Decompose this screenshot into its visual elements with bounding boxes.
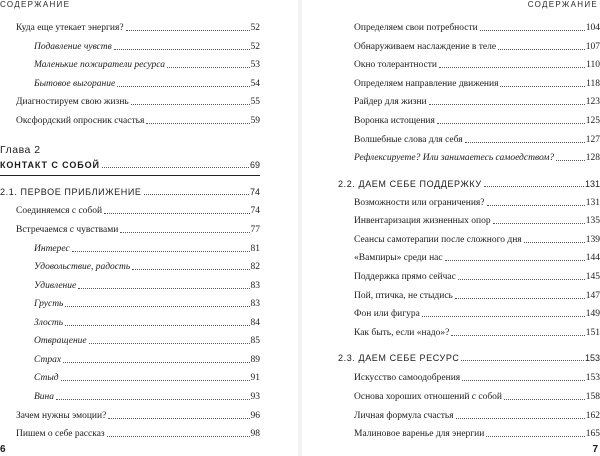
toc-entry-page: 165 [585, 429, 600, 439]
leader-dots [78, 288, 249, 289]
left-page [0, 0, 298, 456]
toc-entry-page: 162 [585, 411, 600, 421]
leader-dots [487, 205, 585, 206]
toc-entry-page: 127 [585, 135, 600, 145]
leader-dots [524, 242, 585, 243]
toc-entry-page: 52 [250, 42, 260, 52]
toc-entry-title: Встречаемся с чувствами [16, 225, 119, 235]
toc-entry-title: Определяем свои потребности [354, 23, 478, 33]
leader-dots [429, 104, 585, 105]
leader-dots [504, 399, 585, 400]
toc-entry-page: 85 [250, 336, 260, 346]
toc-entry [354, 195, 600, 209]
toc-entry-page: 84 [250, 318, 260, 328]
chapter-rule [0, 175, 260, 176]
toc-entry-title: Оксфордский опросник счастья [16, 116, 145, 126]
toc-entry-title: Страх [34, 355, 62, 365]
leader-dots [500, 86, 585, 87]
toc-entry-page: 144 [585, 253, 600, 263]
toc-entry-title: КОНТАКТ С СОБОЙ [0, 160, 100, 170]
toc-entry-page: 98 [250, 429, 260, 439]
leader-dots [89, 343, 250, 344]
toc-entry-title: Пишем о себе рассказ [16, 429, 105, 439]
toc-entry [34, 333, 260, 347]
leader-dots [108, 418, 249, 419]
toc-entry [354, 94, 600, 108]
toc-entry-title: Подавление чувств [34, 42, 112, 52]
toc-entry-title: Сеансы самотерапии после сложного дня [354, 235, 522, 245]
leader-dots [102, 167, 249, 168]
toc-entry-title: Поддержка прямо сейчас [354, 272, 456, 282]
chapter-label: Глава 2 [0, 144, 41, 156]
toc-entry [354, 408, 600, 422]
toc-entry-title: Как быть, если «надо»? [354, 328, 450, 338]
toc-entry [354, 20, 600, 34]
toc-entry [34, 352, 260, 366]
toc-entry-title: 2.3. ДАЕМ СЕБЕ РЕСУРС [338, 353, 460, 363]
leader-dots [107, 436, 250, 437]
leader-dots [484, 186, 584, 187]
toc-section-entry [338, 176, 600, 190]
toc-entry-page: 74 [250, 206, 260, 216]
toc-entry-page: 123 [585, 97, 600, 107]
toc-entry-title: Определяем направление движения [354, 79, 499, 89]
toc-entry [16, 408, 260, 422]
running-head: СОДЕРЖАНИЕ [0, 0, 71, 9]
toc-section-entry [338, 350, 600, 364]
page-number: 6 [0, 444, 6, 455]
toc-entry [354, 250, 600, 264]
toc-entry-page: 77 [250, 225, 260, 235]
toc-entry [354, 113, 600, 127]
toc-entry-title: Волшебные слова для себя [354, 135, 463, 145]
toc-entry-page: 89 [250, 355, 260, 365]
leader-dots [132, 269, 249, 270]
toc-entry-title: Окно толерантности [354, 60, 438, 70]
toc-entry-page: 131 [584, 179, 600, 189]
toc-entry-title: Маленькие пожиратели ресурса [34, 60, 165, 70]
leader-dots [144, 194, 249, 195]
toc-entry-page: 74 [249, 187, 260, 197]
leader-dots [422, 316, 585, 317]
toc-entry-page: 96 [250, 411, 260, 421]
leader-dots [65, 306, 249, 307]
toc-entry-title: 2.1. ПЕРВОЕ ПРИБЛИЖЕНИЕ [0, 187, 142, 197]
toc-entry-title: Зачем нужны эмоции? [16, 411, 107, 421]
toc-entry [354, 325, 600, 339]
toc-entry-page: 91 [250, 373, 260, 383]
toc-entry-title: Малиновое варенье для энергии [354, 429, 485, 439]
toc-entry-page: 149 [585, 309, 600, 319]
toc-entry [16, 426, 260, 440]
toc-section-entry [0, 184, 260, 198]
page-number: 7 [592, 444, 598, 455]
toc-entry-page: 54 [250, 79, 260, 89]
toc-entry-page: 147 [585, 291, 600, 301]
toc-entry-title: Личная формула счастья [354, 411, 454, 421]
leader-dots [498, 49, 585, 50]
toc-entry-page: 93 [250, 392, 260, 402]
toc-entry-page: 135 [585, 216, 600, 226]
toc-entry [34, 57, 260, 71]
toc-entry [354, 288, 600, 302]
toc-entry [34, 241, 260, 255]
leader-dots [493, 223, 585, 224]
toc-entry-page: 81 [250, 244, 260, 254]
toc-entry [354, 232, 600, 246]
toc-entry-page: 153 [585, 373, 600, 383]
toc-entry [16, 222, 260, 236]
leader-dots [480, 30, 585, 31]
toc-entry [16, 20, 260, 34]
toc-entry-title: Бытовое выгорание [34, 79, 116, 89]
toc-entry [354, 269, 600, 283]
leader-dots [114, 49, 250, 50]
toc-entry-title: Возможности или ограничения? [354, 198, 485, 208]
toc-entry-page: 59 [250, 116, 260, 126]
leader-dots [458, 279, 585, 280]
toc-entry [34, 315, 260, 329]
toc-entry-title: Обнаруживаем наслаждение в теле [354, 42, 497, 52]
toc-entry-title: Райдер для жизни [354, 97, 427, 107]
leader-dots [437, 123, 585, 124]
toc-entry [354, 213, 600, 227]
toc-entry-page: 139 [585, 235, 600, 245]
toc-entry-title: Рефлексируете? Или занимаетесь самоедством? [354, 153, 555, 163]
toc-entry [354, 132, 600, 146]
toc-entry [34, 370, 260, 384]
leader-dots [120, 232, 249, 233]
leader-dots [461, 360, 584, 361]
leader-dots [56, 399, 249, 400]
toc-entry-page: 145 [585, 272, 600, 282]
toc-entry-title: Искусство самоодобрения [354, 373, 461, 383]
toc-entry-page: 53 [250, 60, 260, 70]
toc-entry-title: Диагностируем свою жизнь [16, 97, 129, 107]
toc-entry [354, 76, 600, 90]
toc-entry-page: 158 [585, 392, 600, 402]
toc-entry [16, 113, 260, 127]
toc-entry [354, 426, 600, 440]
toc-entry-title: Удовольствие, радость [34, 262, 131, 272]
leader-dots [445, 260, 585, 261]
toc-entry-title: Фон или фигура [354, 309, 420, 319]
toc-entry [354, 389, 600, 403]
toc-entry-page: 153 [584, 353, 600, 363]
toc-entry-title: Пой, птичка, не стыдись [354, 291, 453, 301]
toc-entry-page: 110 [586, 60, 600, 70]
toc-entry-title: Основа хороших отношений с собой [354, 392, 503, 402]
leader-dots [65, 325, 249, 326]
toc-entry-title: Злость [34, 318, 64, 328]
toc-entry-page: 82 [250, 262, 260, 272]
toc-entry-page: 131 [585, 198, 600, 208]
leader-dots [131, 104, 250, 105]
toc-entry [354, 150, 600, 164]
toc-entry-title: Вина [34, 392, 55, 402]
leader-dots [556, 160, 585, 161]
leader-dots [61, 380, 250, 381]
leader-dots [451, 335, 584, 336]
toc-entry-title: Соединяемся с собой [16, 206, 103, 216]
toc-entry-page: 118 [586, 79, 600, 89]
toc-entry-page: 52 [250, 23, 260, 33]
leader-dots [455, 298, 585, 299]
toc-entry-title: Стыд [34, 373, 59, 383]
toc-entry-page: 151 [585, 328, 600, 338]
toc-entry-title: Отвращение [34, 336, 87, 346]
leader-dots [462, 380, 585, 381]
toc-entry-title: Интерес [34, 244, 70, 254]
toc-entry [34, 278, 260, 292]
toc-entry [354, 39, 600, 53]
leader-dots [456, 418, 585, 419]
toc-entry [354, 370, 600, 384]
toc-entry-title: 2.2. ДАЕМ СЕБЕ ПОДДЕРЖКУ [338, 179, 482, 189]
running-head: СОДЕРЖАНИЕ [527, 0, 598, 9]
toc-entry-title: Удивление [34, 281, 77, 291]
toc-entry-page: 83 [250, 281, 260, 291]
toc-entry-page: 55 [250, 97, 260, 107]
right-page [302, 0, 600, 456]
toc-entry-title: Воронка истощения [354, 116, 435, 126]
toc-entry-page: 83 [250, 299, 260, 309]
leader-dots [439, 67, 585, 68]
leader-dots [465, 142, 585, 143]
toc-entry [16, 203, 260, 217]
leader-dots [167, 67, 250, 68]
toc-entry-page: 128 [585, 153, 600, 163]
toc-entry-title: Инвентаризация жизненных опор [354, 216, 491, 226]
toc-entry [34, 76, 260, 90]
toc-entry-title: «Вампиры» среди нас [354, 253, 443, 263]
toc-entry-page: 104 [585, 23, 600, 33]
leader-dots [146, 123, 249, 124]
toc-entry-page: 125 [585, 116, 600, 126]
leader-dots [486, 436, 584, 437]
toc-entry [34, 389, 260, 403]
toc-entry [34, 259, 260, 273]
toc-chapter-entry [0, 157, 260, 171]
toc-entry [34, 296, 260, 310]
leader-dots [104, 213, 249, 214]
toc-entry [34, 39, 260, 53]
toc-entry-title: Куда еще утекает энергия? [16, 23, 124, 33]
toc-entry [354, 306, 600, 320]
toc-entry-page: 107 [585, 42, 600, 52]
leader-dots [126, 30, 250, 31]
toc-entry-title: Грусть [34, 299, 64, 309]
leader-dots [63, 362, 249, 363]
toc-entry [16, 94, 260, 108]
toc-entry [354, 57, 600, 71]
toc-entry-page: 69 [249, 160, 260, 170]
leader-dots [72, 251, 250, 252]
leader-dots [117, 86, 249, 87]
